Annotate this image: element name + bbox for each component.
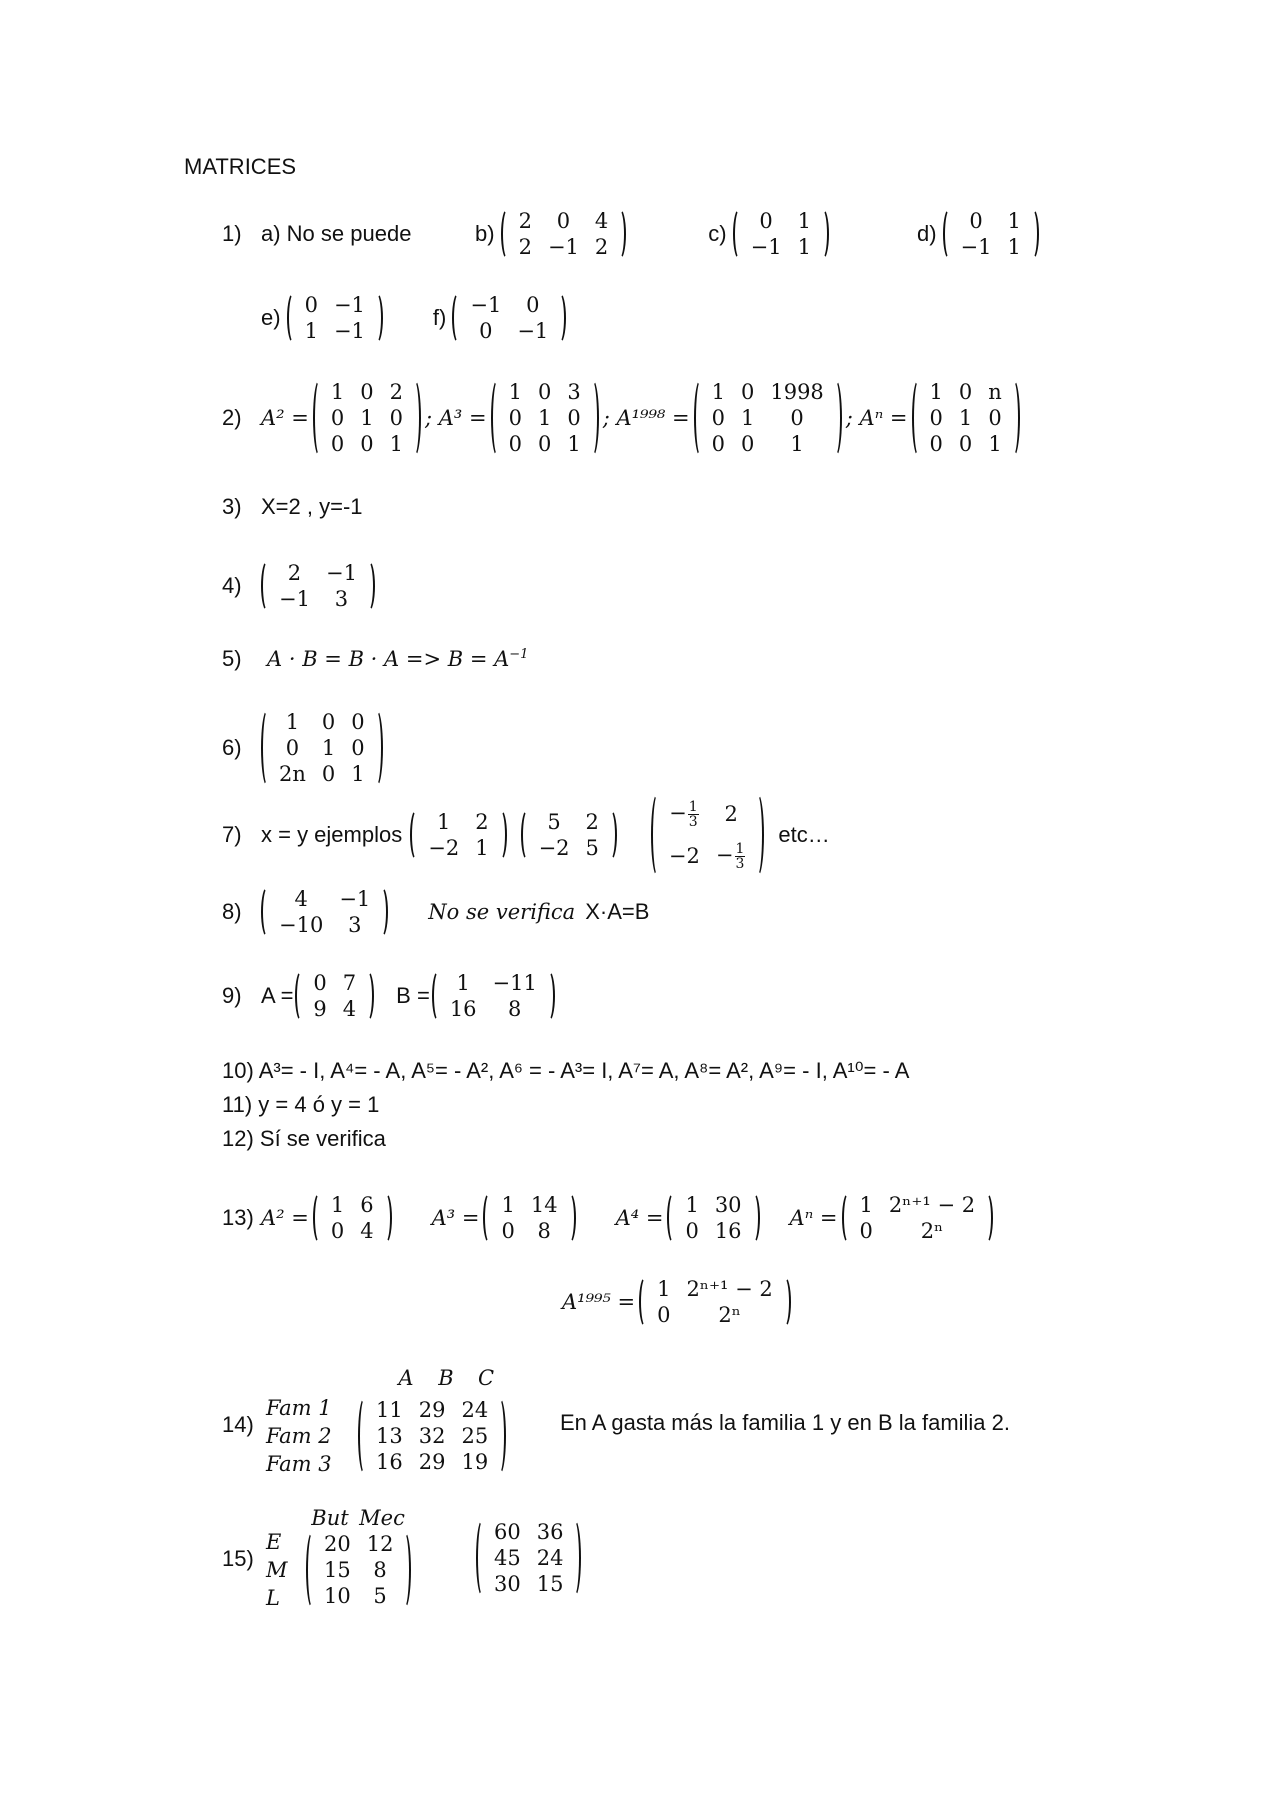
matrix-cell: 24	[461, 1398, 489, 1422]
matrix-cell: 0	[958, 380, 973, 404]
matrix-cell: 0	[929, 406, 943, 430]
exercise-6	[222, 706, 383, 790]
matrix-13-a1995	[639, 1276, 791, 1328]
matrix-cell: 0	[988, 406, 1002, 430]
matrix-cell: 16	[714, 1219, 742, 1243]
exercise-15-number: 15)	[222, 1546, 254, 1571]
matrix-cell: 3	[334, 587, 349, 611]
matrix-cell: 2	[287, 561, 302, 585]
matrix-cell: 0	[537, 432, 552, 456]
power-an-label-13: Aⁿ =	[789, 1206, 838, 1230]
matrix-cell: 20	[324, 1532, 351, 1556]
matrix-cell: 0	[859, 1219, 873, 1243]
matrix-1c	[733, 208, 829, 260]
matrix-cell: 14	[530, 1193, 558, 1217]
matrix-cell: 2	[585, 810, 599, 834]
matrix-cell: 0	[969, 209, 983, 233]
answer-12: 12) Sí se verifica	[222, 1126, 386, 1151]
matrix-cell: 32	[418, 1424, 446, 1448]
matrix-cell: 16	[449, 997, 477, 1021]
answer-8: X·A=B	[585, 899, 650, 924]
power-a4-label-13: A⁴ =	[615, 1206, 664, 1230]
power-an-label: ; Aⁿ =	[845, 406, 908, 430]
matrix-cell: 0	[360, 380, 374, 404]
exercise-1	[222, 206, 1039, 262]
matrix-13-a2	[313, 1192, 392, 1244]
answer-9-a-label: A =	[261, 983, 294, 1008]
matrix-cell: 1	[304, 319, 318, 343]
matrix-cell: −1	[325, 561, 357, 585]
answer-9-b-label: B =	[396, 983, 430, 1008]
matrix-cell: 0	[508, 406, 522, 430]
fraction-one-third: $\frac{1}{3}$	[688, 798, 698, 830]
matrix-cell: −1	[333, 293, 365, 317]
matrix-9b	[432, 970, 555, 1022]
matrix-cell: 0	[790, 406, 804, 430]
matrix-cell: −1	[547, 235, 579, 259]
matrix-cell: −1	[333, 319, 365, 343]
matrix-1b	[501, 208, 627, 260]
answer-5-exponent: −1	[509, 647, 529, 662]
minus-sign: −	[669, 800, 687, 825]
matrix-1e	[287, 292, 383, 344]
answer-10: 10) A³= - I, A⁴= - A, A⁵= - A², A⁶ = - A³= I, A⁷= A, A⁸= A², A⁹= - I, A¹⁰= - A	[222, 1058, 910, 1083]
matrix-cell: 1	[929, 380, 943, 404]
matrix-7c-cell: 2	[724, 802, 738, 826]
matrix-cell: 1	[437, 810, 451, 834]
matrix-cell: 11	[376, 1398, 403, 1422]
matrix-cell: −1	[960, 235, 992, 259]
matrix-cell: 1	[740, 406, 755, 430]
matrix-cell: 5	[547, 810, 561, 834]
exercise-13-cont	[562, 1274, 791, 1330]
matrix-cell: 4	[360, 1219, 374, 1243]
matrix-cell: 1	[456, 971, 470, 995]
matrix-cell: 0	[330, 406, 345, 430]
matrix-cell: 0	[389, 406, 403, 430]
matrix-cell: 1	[1007, 235, 1021, 259]
matrix-4	[261, 560, 375, 612]
matrix-cell: 2	[518, 209, 532, 233]
matrix-cell: 45	[494, 1546, 521, 1570]
matrix-cell: 2	[518, 235, 532, 259]
matrix-7c	[651, 793, 765, 877]
matrix-cell: 0	[330, 432, 345, 456]
exercise-2	[222, 376, 1020, 460]
page-title: MATRICES	[184, 154, 297, 179]
matrix-cell: −11	[492, 971, 537, 995]
matrix-cell: 29	[418, 1398, 446, 1422]
matrix-cell: 0	[567, 406, 581, 430]
matrix-cell: 0	[360, 432, 374, 456]
matrix-cell: 0	[321, 710, 336, 734]
matrix-cell: 0	[711, 406, 725, 430]
matrix-cell: 29	[418, 1450, 446, 1474]
answer-7: x = y ejemplos	[261, 822, 403, 847]
matrix-cell: 1	[330, 380, 345, 404]
table-14-row-labels: Fam 1 Fam 2 Fam 3	[266, 1396, 332, 1476]
matrix-cell: 1998	[770, 380, 824, 404]
answer-1b-label: b)	[475, 221, 495, 246]
matrix-cell: 1	[389, 432, 403, 456]
matrix-14	[358, 1397, 506, 1475]
matrix-cell: 1	[797, 209, 811, 233]
matrix-cell: 3	[567, 380, 581, 404]
matrix-8	[261, 886, 388, 938]
matrix-cell: 0	[929, 432, 943, 456]
matrix-cell: 8	[373, 1558, 387, 1582]
exercise-6-number: 6)	[222, 735, 242, 760]
matrix-15a-wrap	[306, 1528, 411, 1612]
matrix-cell: 24	[536, 1546, 564, 1570]
matrix-cell: 7	[342, 971, 357, 995]
matrix-cell: 0	[740, 380, 755, 404]
matrix-cell: 5	[585, 836, 599, 860]
matrix-cell: −1	[750, 235, 782, 259]
exercise-3-number: 3)	[222, 494, 242, 519]
power-a2-label: A² =	[261, 406, 309, 430]
matrix-cell: 13	[376, 1424, 403, 1448]
matrix-cell: n	[988, 380, 1002, 404]
answer-3: X=2 , y=-1	[261, 494, 363, 519]
matrix-7b	[521, 809, 617, 861]
matrix-cell: 0	[304, 293, 318, 317]
matrix-cell: 0	[321, 762, 336, 786]
exercise-7	[222, 790, 830, 880]
matrix-a1998	[694, 379, 842, 457]
matrix-cell: 0	[657, 1303, 671, 1327]
matrix-cell: 36	[536, 1520, 564, 1544]
matrix-cell: 1	[285, 710, 300, 734]
matrix-cell: 2ⁿ⁺¹ − 2	[888, 1193, 976, 1217]
answer-11: 11) y = 4 ó y = 1	[222, 1092, 380, 1117]
matrix-cell: 1	[685, 1193, 699, 1217]
matrix-15b-wrap	[476, 1516, 581, 1600]
matrix-cell: 1	[475, 836, 489, 860]
exercise-7-number: 7)	[222, 822, 242, 847]
matrix-cell: 1	[330, 1193, 345, 1217]
matrix-cell: 0	[537, 380, 552, 404]
power-a2-label-13: A² =	[261, 1206, 309, 1230]
matrix-1f	[452, 292, 566, 344]
exercise-8	[222, 884, 649, 940]
matrix-cell: 2	[594, 235, 609, 259]
matrix-cell: 15	[536, 1572, 564, 1596]
matrix-cell: 2	[389, 380, 403, 404]
power-a1998-label: ; A¹⁹⁹⁸ =	[602, 406, 690, 430]
matrix-cell: 1	[790, 432, 804, 456]
matrix-cell: 0	[330, 1219, 345, 1243]
fraction-one-third: $\frac{1}{3}$	[735, 840, 745, 872]
matrix-cell: 0	[479, 319, 493, 343]
matrix-cell: 10	[324, 1584, 351, 1608]
matrix-cell: 2ⁿ	[920, 1219, 944, 1243]
matrix-cell: 0	[351, 736, 365, 760]
matrix-cell: 2n	[279, 762, 306, 786]
matrix-7c-cell: −2	[668, 844, 700, 868]
exercise-4-number: 4)	[222, 573, 242, 598]
matrix-cell: 6	[360, 1193, 374, 1217]
matrix-cell: 4	[342, 997, 357, 1021]
matrix-cell: 2ⁿ⁺¹ − 2	[686, 1277, 773, 1301]
matrix-cell: 0	[351, 710, 365, 734]
minus-sign: −	[715, 842, 734, 867]
matrix-cell: 12	[366, 1532, 394, 1556]
matrix-cell: −1	[470, 293, 502, 317]
matrix-cell: 0	[501, 1219, 515, 1243]
answer-1d-label: d)	[916, 221, 937, 246]
matrix-6	[261, 709, 383, 787]
answer-1c-label: c)	[708, 221, 727, 246]
matrix-cell: 0	[508, 432, 522, 456]
matrix-1d	[943, 208, 1039, 260]
matrix-cell: 1	[537, 406, 552, 430]
matrix-cell: 1	[360, 406, 374, 430]
matrix-cell: 1	[508, 380, 522, 404]
matrix-15b	[476, 1519, 581, 1597]
answer-1a: a) No se puede	[261, 221, 412, 246]
matrix-7a	[410, 809, 506, 861]
exercise-9-number: 9)	[222, 983, 242, 1008]
matrix-a2	[313, 379, 421, 457]
power-a1995-label: A¹⁹⁹⁵ =	[562, 1290, 636, 1314]
matrix-cell: 4	[294, 887, 308, 911]
power-a3-label: ; A³ =	[424, 406, 487, 430]
matrix-cell: 16	[376, 1450, 403, 1474]
matrix-cell: 1	[797, 235, 811, 259]
answer-1e-label: e)	[261, 305, 281, 330]
matrix-cell: 0	[526, 293, 540, 317]
table-14-column-headers: A B C	[398, 1366, 495, 1390]
matrix-cell: 25	[461, 1424, 489, 1448]
matrix-cell: 1	[958, 406, 973, 430]
matrix-cell: 0	[740, 432, 755, 456]
matrix-cell: 5	[373, 1584, 387, 1608]
matrix-15a	[306, 1531, 411, 1609]
matrix-cell: 1	[351, 762, 365, 786]
matrix-cell: 30	[714, 1193, 742, 1217]
matrix-cell: 1	[567, 432, 581, 456]
exercise-1-cont	[261, 290, 566, 346]
power-a3-label-13: A³ =	[431, 1206, 480, 1230]
exercise-14-number: 14)	[222, 1412, 254, 1437]
answer-7-etc: etc…	[778, 822, 830, 847]
matrix-cell: 4	[594, 209, 609, 233]
matrix-cell: 1	[321, 736, 336, 760]
matrix-cell: 19	[461, 1450, 489, 1474]
matrix-cell: 1	[1007, 209, 1021, 233]
exercise-9	[222, 968, 555, 1024]
matrix-cell: 2ⁿ	[718, 1303, 741, 1327]
matrix-a3	[491, 379, 599, 457]
matrix-14-wrap	[358, 1394, 506, 1478]
answer-14: En A gasta más la familia 1 y en B la familia 2.	[560, 1410, 1011, 1435]
matrix-an	[912, 379, 1020, 457]
matrix-cell: 8	[537, 1219, 551, 1243]
matrix-cell: 0	[556, 209, 571, 233]
matrix-13-a3	[483, 1192, 575, 1244]
matrix-cell: 2	[475, 810, 489, 834]
matrix-cell: 0	[285, 736, 300, 760]
answer-5-text: A · B = B · A => B = A	[267, 647, 510, 671]
matrix-cell: 0	[958, 432, 973, 456]
exercise-5	[222, 644, 528, 674]
matrix-cell: 15	[324, 1558, 351, 1582]
matrix-cell: 60	[494, 1520, 521, 1544]
matrix-cell: 0	[711, 432, 725, 456]
matrix-cell: −1	[279, 587, 310, 611]
matrix-cell: −1	[517, 319, 549, 343]
matrix-cell: 1	[859, 1193, 873, 1217]
matrix-cell: −10	[279, 913, 324, 937]
matrix-cell: −2	[428, 836, 460, 860]
answer-5	[267, 647, 528, 671]
matrix-13-an	[842, 1192, 994, 1244]
matrix-cell: 1	[501, 1193, 515, 1217]
matrix-cell: 0	[685, 1219, 699, 1243]
answer-8-math: No se verifica	[428, 900, 576, 924]
exercise-8-number: 8)	[222, 899, 242, 924]
exercise-5-number: 5)	[222, 646, 242, 671]
exercise-1-number: 1)	[222, 221, 242, 246]
matrix-cell: 9	[313, 997, 327, 1021]
matrix-cell: 30	[494, 1572, 521, 1596]
exercise-2-number: 2)	[222, 405, 242, 430]
exercise-13-number: 13)	[222, 1205, 254, 1230]
matrix-cell: −2	[538, 836, 570, 860]
exercise-4	[222, 558, 375, 614]
table-15-row-labels: E M L	[266, 1530, 288, 1610]
exercise-13	[222, 1190, 993, 1246]
matrix-9a	[295, 970, 374, 1022]
matrix-cell: 0	[313, 971, 327, 995]
answer-1f-label: f)	[432, 305, 447, 330]
matrix-cell: 3	[348, 913, 362, 937]
matrix-cell: −1	[339, 887, 371, 911]
matrix-cell: 0	[759, 209, 773, 233]
matrix-cell: 1	[657, 1277, 671, 1301]
matrix-cell: 1	[711, 380, 725, 404]
matrix-13-a4	[667, 1192, 759, 1244]
matrix-cell: 1	[988, 432, 1002, 456]
table-15-column-headers: But Mec	[311, 1506, 405, 1530]
matrix-cell: 8	[508, 997, 522, 1021]
